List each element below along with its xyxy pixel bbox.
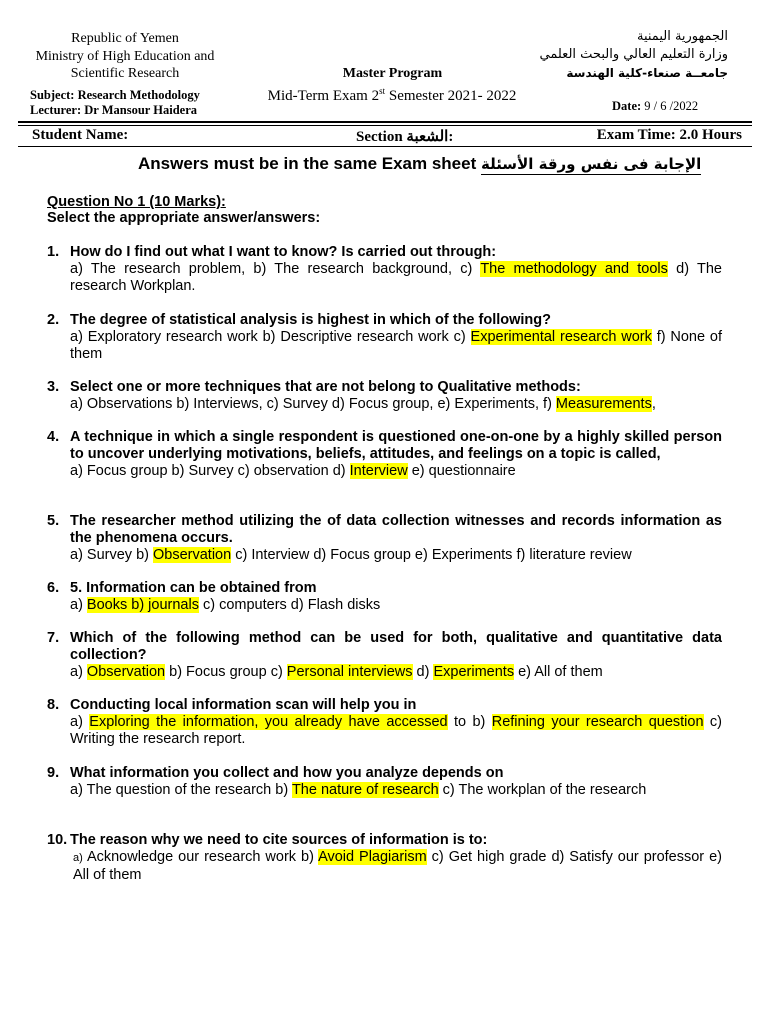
answer-text: to b) (447, 714, 492, 730)
question-number: 2. (47, 312, 60, 328)
exam-title-suffix: Semester 2021- 2022 (385, 88, 517, 104)
highlighted-answer: Observation (153, 547, 232, 563)
question-9 (47, 765, 722, 799)
answer-text: a) The question of the research b) (70, 782, 292, 798)
question-stem: Conducting local information scan will help you in (70, 697, 417, 713)
answer-text: f) None of them (70, 329, 722, 362)
question-stem: What information you collect and how you analyze depends on (70, 765, 504, 781)
answer-text: a) Survey b) (70, 547, 153, 563)
header-rule-bottom (18, 146, 752, 147)
answer-text: c) Writing the research report. (70, 714, 722, 747)
header-left-line-2: Ministry of High Education and (35, 48, 215, 64)
exam-title (252, 86, 532, 105)
answer-text: e) questionnaire (407, 463, 516, 479)
answer-options (70, 714, 722, 748)
answer-instruction-banner (138, 154, 701, 174)
question-1 (47, 244, 722, 295)
ministry-header-block (20, 30, 230, 83)
answer-text: a) (70, 597, 87, 613)
question-number: 8. (47, 697, 60, 713)
question-stem: The reason why we need to cite sources of information is to: (70, 832, 488, 848)
arabic-header-block (498, 28, 728, 82)
highlighted-answer: Avoid Plagiarism (318, 849, 427, 865)
answer-text: a) (70, 664, 87, 680)
exam-date (612, 99, 698, 114)
answer-text: b) Focus group c) (165, 664, 287, 680)
question-10 (47, 832, 722, 884)
header-right-line-1: الجمهورية اليمنية (636, 29, 728, 44)
header-right-line-2: وزارة التعليم العالي والبحث العلمي (539, 47, 728, 62)
question-3 (47, 379, 722, 413)
highlighted-answer: Interview (349, 463, 408, 479)
highlighted-answer: The nature of research (291, 782, 439, 798)
answer-options (73, 849, 722, 884)
question-8 (47, 697, 722, 748)
answer-options (70, 597, 722, 614)
exam-time-label: Exam Time: 2.0 Hours (596, 127, 742, 143)
date-value: 9 / 6 /2022 (641, 99, 699, 113)
highlighted-answer: Books b) journals (86, 597, 199, 613)
program-title: Master Program (342, 66, 443, 81)
subject-line: Subject: Research Methodology (30, 88, 200, 102)
answer-text: a) The research problem, b) The research background, c) (70, 261, 481, 277)
question-number: 5. (47, 513, 60, 529)
exam-title-sup: st (379, 86, 386, 96)
section-label: Section الشعبة: (356, 129, 454, 145)
answer-text: a) Exploratory research work b) Descriptive research work c) (70, 329, 471, 345)
answer-text: , (651, 396, 656, 412)
question-instruction: Select the appropriate answer/answers: (47, 210, 321, 226)
question-stem: How do I find out what I want to know? Is carried out through: (70, 244, 497, 260)
banner-english: Answers must be in the same Exam sheet (138, 154, 481, 173)
question-7 (47, 630, 722, 681)
question-number: 4. (47, 429, 60, 445)
question-stem: A technique in which a single respondent is questioned one-on-one by a highly skilled person to uncover underlying motivations, beliefs, attitudes, and feelings on a topic is called, (70, 429, 722, 462)
answer-text: e) All of them (514, 664, 603, 680)
question-stem: 5. Information can be obtained from (70, 580, 317, 596)
question-stem: Which of the following method can be used for both, qualitative and quantitative data collection? (70, 630, 722, 663)
answer-text: Acknowledge our research work b) (82, 849, 319, 865)
answer-options (70, 396, 722, 413)
highlighted-answer: Observation (86, 664, 166, 680)
answer-text: c) The workplan of the research (438, 782, 647, 798)
highlighted-answer: Refining your research question (491, 714, 704, 730)
answer-text: d) (412, 664, 434, 680)
question-number: 1. (47, 244, 60, 260)
answer-text: c) computers d) Flash disks (198, 597, 381, 613)
header-left-line-1: Republic of Yemen (71, 31, 179, 46)
highlighted-answer: Experiments (433, 664, 515, 680)
question-stem: The degree of statistical analysis is highest in which of the following? (70, 312, 551, 328)
header-rule-top-thin (18, 125, 752, 126)
answer-options (70, 329, 722, 363)
answer-options (70, 463, 722, 480)
lecturer-line: Lecturer: Dr Mansour Haidera (30, 103, 197, 117)
answer-text: a) Observations b) Interviews, c) Survey d) Focus group, e) Experiments, f) (70, 396, 556, 412)
question-6 (47, 580, 722, 614)
highlighted-answer: Personal interviews (286, 664, 413, 680)
header-left-line-3: Scientific Research (70, 66, 180, 81)
question-2 (47, 312, 722, 363)
answer-options (70, 261, 722, 295)
answer-options (70, 547, 722, 564)
answer-text: a) (73, 852, 83, 864)
date-label: Date: (612, 99, 642, 113)
student-name-label: Student Name: (32, 127, 129, 143)
header-rule-top (18, 121, 752, 123)
question-4 (47, 429, 722, 480)
question-number: 7. (47, 630, 60, 646)
highlighted-answer: Experimental research work (470, 329, 652, 345)
highlighted-answer: Measurements (555, 396, 652, 412)
answer-options (70, 782, 722, 799)
question-number: 3. (47, 379, 60, 395)
question-number: 6. (47, 580, 60, 596)
answer-text: d) The research Workplan. (70, 261, 722, 294)
answer-text: a) (70, 714, 90, 730)
banner-arabic: الإجابة فى نفس ورقة الأسئلة (480, 155, 702, 173)
answer-text: c) Get high grade d) Satisfy our professor e) All of them (73, 849, 722, 883)
question-stem: Select one or more techniques that are not belong to Qualitative methods: (70, 379, 581, 395)
question-number: 9. (47, 765, 60, 781)
answer-options (70, 664, 722, 681)
question-stem: The researcher method utilizing the of data collection witnesses and records information as the phenomena occurs. (70, 513, 722, 546)
question-5 (47, 513, 722, 564)
answer-text: a) Focus group b) Survey c) observation d) (70, 463, 350, 479)
question-number: 10. (47, 832, 68, 848)
header-right-line-3: جامعــة صنعاء-كلية الهندسة (566, 66, 728, 80)
highlighted-answer: Exploring the information, you already have accessed (89, 714, 448, 730)
answer-text: c) Interview d) Focus group e) Experiments f) literature review (231, 547, 632, 563)
highlighted-answer: The methodology and tools (480, 261, 668, 277)
exam-title-prefix: Mid-Term Exam 2 (267, 88, 380, 104)
question-heading: Question No 1 (10 Marks): (47, 194, 226, 210)
